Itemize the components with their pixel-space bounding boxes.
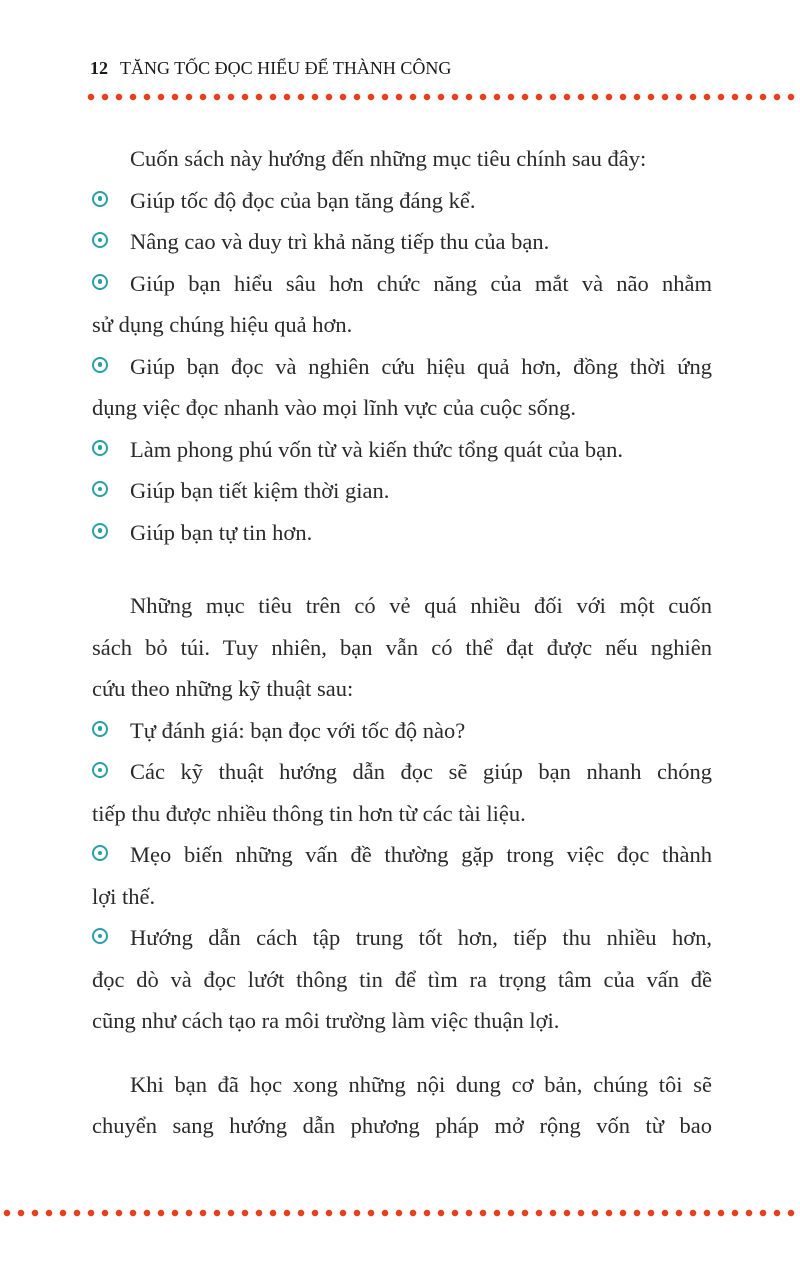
list-item bbox=[92, 834, 712, 917]
list-item bbox=[92, 180, 712, 222]
top-dotted-rule bbox=[84, 93, 800, 101]
running-header bbox=[90, 58, 451, 79]
target-bullet-icon bbox=[92, 523, 108, 539]
goals-list bbox=[92, 180, 712, 554]
list-item-text: Nâng cao và duy trì khả năng tiếp thu của bạn. bbox=[130, 229, 550, 254]
target-bullet-icon bbox=[92, 440, 108, 456]
list-item-text: Các kỹ thuật hướng dẫn đọc sẽ giúp bạn nhanh chóng bbox=[130, 759, 712, 784]
list-item-text: Tự đánh giá: bạn đọc với tốc độ nào? bbox=[130, 717, 466, 743]
list-item-text: tiếp thu được nhiều thông tin hơn từ các tài liệu. bbox=[92, 800, 526, 826]
spacer bbox=[92, 553, 712, 585]
list-item bbox=[92, 263, 712, 346]
target-bullet-icon bbox=[92, 232, 108, 248]
list-item-text: Hướng dẫn cách tập trung tốt hơn, tiếp thu nhiều hơn, bbox=[130, 925, 712, 950]
list-item bbox=[92, 346, 712, 429]
list-item bbox=[92, 470, 712, 512]
intro-line: Cuốn sách này hướng đến những mục tiêu chính sau đây: bbox=[130, 146, 647, 171]
paragraph-line: cứu theo những kỹ thuật sau: bbox=[92, 676, 354, 701]
list-item-text: Giúp tốc độ đọc của bạn tăng đáng kể. bbox=[130, 187, 476, 213]
list-item-text: Giúp bạn tiết kiệm thời gian. bbox=[130, 478, 390, 503]
list-item-text: cũng như cách tạo ra môi trường làm việc thuận lợi. bbox=[92, 1008, 560, 1033]
list-item-text: lợi thế. bbox=[92, 883, 156, 909]
list-item bbox=[92, 429, 712, 471]
list-item-text: Giúp bạn đọc và nghiên cứu hiệu quả hơn, đồng thời ứng bbox=[130, 353, 712, 379]
target-bullet-icon bbox=[92, 274, 108, 290]
book-title: TĂNG TỐC ĐỌC HIỂU ĐỂ THÀNH CÔNG bbox=[120, 58, 452, 78]
list-item bbox=[92, 710, 712, 752]
list-item bbox=[92, 512, 712, 554]
list-item-text: đọc dò và đọc lướt thông tin để tìm ra trọng tâm của vấn đề bbox=[92, 966, 712, 992]
target-bullet-icon bbox=[92, 357, 108, 373]
list-item bbox=[92, 221, 712, 263]
paragraph bbox=[92, 1064, 712, 1147]
target-bullet-icon bbox=[92, 191, 108, 207]
list-item bbox=[92, 917, 712, 1042]
spacer bbox=[92, 1042, 712, 1064]
target-bullet-icon bbox=[92, 928, 108, 944]
list-item-text: Giúp bạn tự tin hơn. bbox=[130, 519, 313, 545]
list-item-text: Giúp bạn hiểu sâu hơn chức năng của mắt và não nhằm bbox=[130, 270, 712, 296]
paragraph bbox=[92, 585, 712, 710]
bottom-dotted-rule bbox=[0, 1209, 800, 1217]
target-bullet-icon bbox=[92, 481, 108, 497]
list-item-text: dụng việc đọc nhanh vào mọi lĩnh vực của cuộc sống. bbox=[92, 395, 576, 420]
list-item-text: sử dụng chúng hiệu quả hơn. bbox=[92, 312, 353, 337]
list-item-text: Làm phong phú vốn từ và kiến thức tổng quát của bạn. bbox=[130, 436, 624, 462]
target-bullet-icon bbox=[92, 721, 108, 737]
page-body bbox=[92, 138, 712, 1147]
paragraph-line: Những mục tiêu trên có vẻ quá nhiều đối với một cuốn bbox=[130, 593, 712, 618]
target-bullet-icon bbox=[92, 762, 108, 778]
list-item bbox=[92, 751, 712, 834]
page-number: 12 bbox=[90, 58, 108, 78]
techniques-list bbox=[92, 710, 712, 1042]
paragraph-line: chuyển sang hướng dẫn phương pháp mở rộng vốn từ bao bbox=[92, 1113, 712, 1138]
paragraph-line: sách bỏ túi. Tuy nhiên, bạn vẫn có thể đạt được nếu nghiên bbox=[92, 634, 712, 660]
paragraph-line: Khi bạn đã học xong những nội dung cơ bản, chúng tôi sẽ bbox=[130, 1071, 712, 1097]
target-bullet-icon bbox=[92, 845, 108, 861]
list-item-text: Mẹo biến những vấn đề thường gặp trong việc đọc thành bbox=[130, 842, 712, 867]
